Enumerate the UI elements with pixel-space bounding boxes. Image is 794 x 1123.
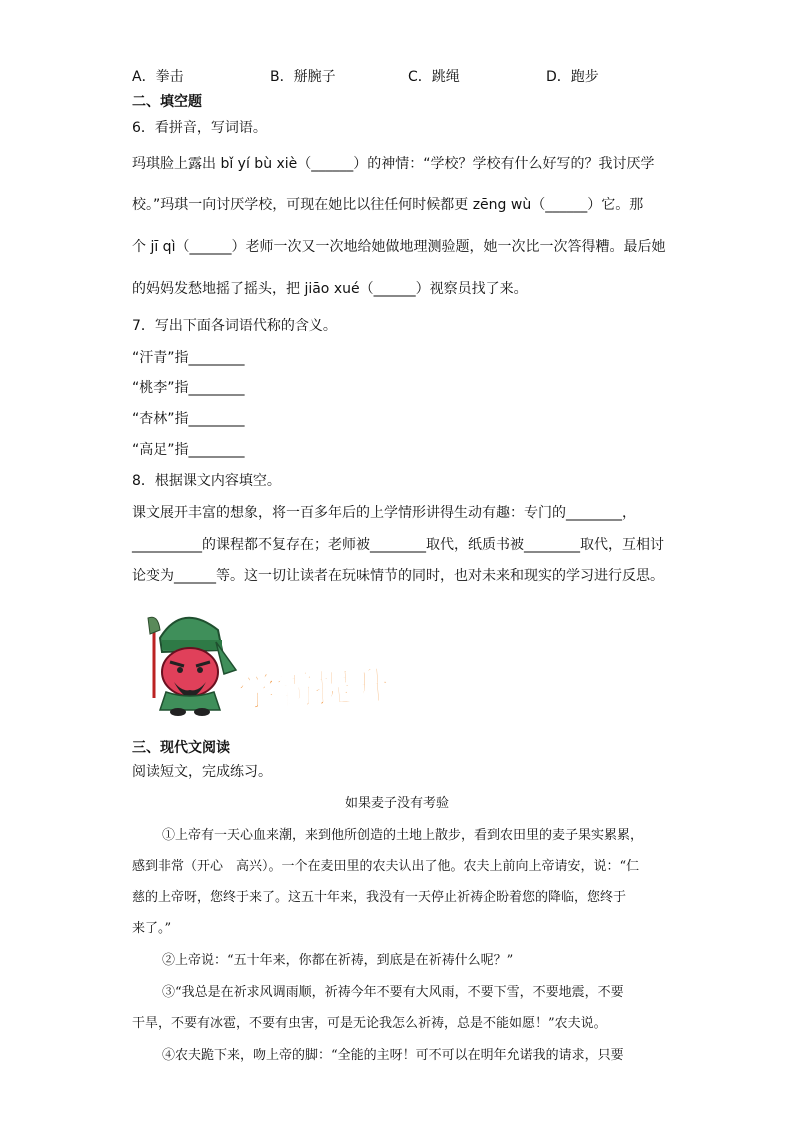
- option-d: D．跑步: [546, 69, 599, 85]
- article-line: ①上帝有一天心血来潮，来到他所创造的土地上散步，看到农田里的麦子果实累累，: [162, 828, 644, 843]
- section-heading: 二、填空题: [132, 94, 202, 110]
- article-line: 感到非常（开心 高兴）。一个在麦田里的农夫认出了他。农夫上前向上帝请安，说：“仁: [132, 859, 640, 874]
- answer-item: “高足”指________: [132, 442, 245, 458]
- logo-text: 学霸提升: [236, 663, 392, 716]
- option-a: A．拳击: [132, 69, 184, 85]
- passage-line: 玛琪脸上露出 bǐ yí bù xiè（______）的神情：“学校？学校有什么好写的？我讨厌学: [132, 156, 655, 172]
- question-title: 8．根据课文内容填空。: [132, 473, 281, 489]
- article-line: 来了。”: [132, 921, 172, 936]
- answer-item: “汗青”指________: [132, 350, 245, 366]
- article-line: ④农夫跪下来，吻上帝的脚：“全能的主呀！可不可以在明年允诺我的请求，只要: [162, 1048, 624, 1063]
- article-line: ③“我总是在祈求风调雨顺，祈祷今年不要有大风雨，不要下雪，不要地震，不要: [162, 985, 624, 1000]
- passage-line: 课文展开丰富的想象，将一百多年后的上学情形讲得生动有趣：专门的________，: [132, 505, 636, 521]
- passage-line: 论变为______等。这一切让读者在玩味情节的同时，也对未来和现实的学习进行反思。: [132, 568, 664, 584]
- xueba-banner: [140, 600, 430, 720]
- passage-line: __________的课程都不复存在；老师被________取代，纸质书被________取代，互相讨: [132, 537, 664, 553]
- article-line: 慈的上帝呀，您终于来了。这五十年来，我没有一天停止祈祷企盼着您的降临，您终于: [132, 890, 627, 905]
- passage-line: 的妈妈发愁地摇了摇头，把 jiāo xué（______）视察员找了来。: [132, 281, 528, 297]
- option-c: C．跳绳: [408, 69, 460, 85]
- article-line: 干旱，不要有冰雹，不要有虫害，可是无论我怎么祈祷，总是不能如愿！”农夫说。: [132, 1016, 607, 1031]
- section-heading: 三、现代文阅读: [132, 740, 230, 756]
- question-title: 6．看拼音，写词语。: [132, 120, 267, 136]
- article-title: 如果麦子没有考验: [344, 796, 449, 811]
- passage-line: 个 jī qì（______）老师一次又一次地给她做地理测验题，她一次比一次答得糟。最后她: [132, 239, 666, 255]
- option-b: B．掰腕子: [270, 69, 336, 85]
- article-line: ②上帝说：“五十年来，你都在祈祷，到底是在祈祷什么呢？”: [162, 953, 514, 968]
- answer-item: “桃李”指________: [132, 380, 245, 396]
- question-title: 7．写出下面各词语代称的含义。: [132, 318, 337, 334]
- answer-item: “杏林”指________: [132, 411, 245, 427]
- guan-yu-cartoon-icon: [140, 600, 430, 720]
- passage-line: 校。”玛琪一向讨厌学校，可现在她比以往任何时候都更 zēng wù（______）它。那: [132, 197, 644, 213]
- instruction: 阅读短文，完成练习。: [132, 764, 272, 780]
